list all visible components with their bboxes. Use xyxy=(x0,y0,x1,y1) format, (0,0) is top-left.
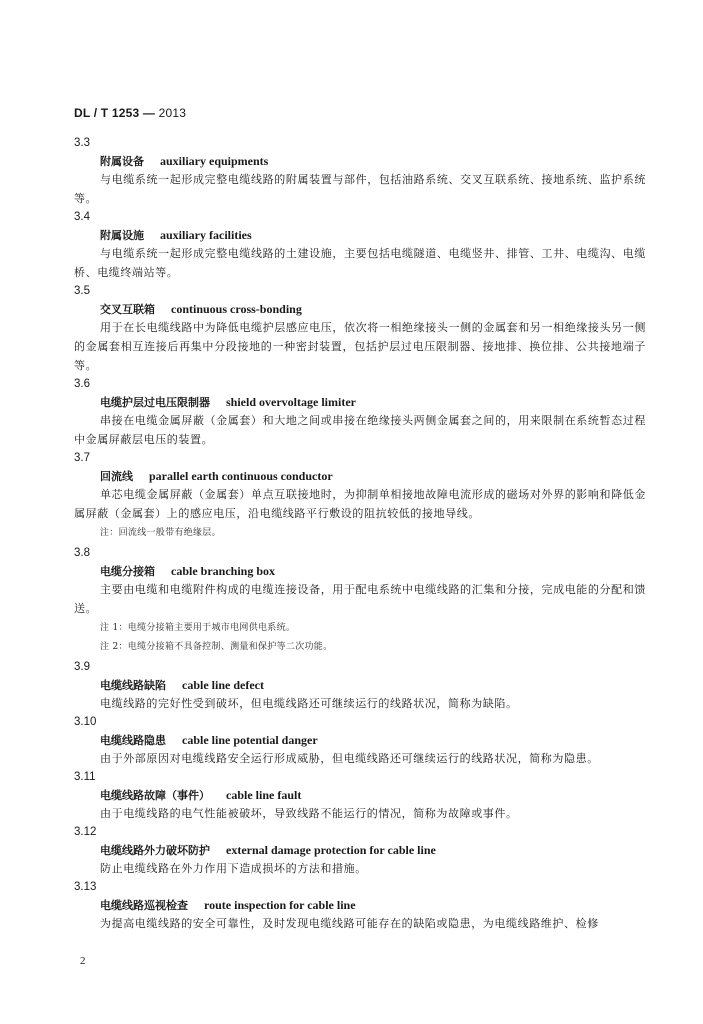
term-english-name: shield overvoltage limiter xyxy=(226,395,356,409)
term-title xyxy=(100,467,646,485)
term-note: 注 2：电缆分接箱不具备控制、测量和保护等二次功能。 xyxy=(100,642,333,652)
term-chinese-name: 回流线 xyxy=(100,470,133,483)
term-entry xyxy=(74,713,646,768)
term-english-name: auxiliary facilities xyxy=(160,228,252,242)
term-number: 3.10 xyxy=(74,716,97,728)
term-title xyxy=(100,896,646,914)
term-number: 3.9 xyxy=(74,661,90,673)
term-chinese-name: 电缆分接箱 xyxy=(100,565,155,578)
term-entry xyxy=(74,768,646,823)
term-number: 3.3 xyxy=(74,137,90,149)
term-title xyxy=(100,300,646,318)
term-english-name: cable branching box xyxy=(171,564,276,578)
term-chinese-name: 电缆线路隐患 xyxy=(100,734,166,747)
standard-code-header xyxy=(74,106,186,120)
term-entry xyxy=(74,375,646,449)
term-definition: 由于电缆线路的电气性能被破坏，导致线路不能运行的情况，简称为故障或事件。 xyxy=(100,807,518,820)
term-title xyxy=(100,393,646,411)
term-chinese-name: 附属设施 xyxy=(100,229,144,242)
standard-code: DL / T 1253 xyxy=(74,106,140,120)
term-english-name: auxiliary equipments xyxy=(160,154,269,168)
term-chinese-name: 电缆线路巡视检查 xyxy=(100,899,188,912)
term-english-name: cable line defect xyxy=(182,678,264,692)
term-definition: 防止电缆线路在外力作用下造成损坏的方法和措施。 xyxy=(100,862,367,875)
term-number: 3.8 xyxy=(74,547,90,559)
term-definition: 主要由电缆和电缆附件构成的电缆连接设备，用于配电系统中电缆线路的汇集和分接，完成电能的分配和馈送。 xyxy=(74,583,646,615)
term-entry xyxy=(74,544,646,655)
term-title xyxy=(100,841,646,859)
term-definition: 串接在电缆金属屏蔽（金属套）和大地之间或串接在绝缘接头两侧金属套之间的，用来限制在系统暂态过程中金属屏蔽层电压的装置。 xyxy=(74,414,646,446)
term-entry xyxy=(74,658,646,713)
page-number: 2 xyxy=(80,955,86,967)
term-title xyxy=(100,731,646,749)
term-entry xyxy=(74,208,646,282)
term-definition: 由于外部原因对电缆线路安全运行形成威胁，但电缆线路还可继续运行的线路状况，简称为隐患。 xyxy=(100,752,599,765)
term-number: 3.5 xyxy=(74,285,90,297)
term-chinese-name: 电缆护层过电压限制器 xyxy=(100,396,210,409)
term-chinese-name: 电缆线路故障（事件） xyxy=(100,789,210,802)
term-english-name: external damage protection for cable line xyxy=(226,843,436,857)
terms-list xyxy=(74,134,646,933)
term-english-name: cable line potential danger xyxy=(182,733,318,747)
term-entry xyxy=(74,823,646,878)
term-chinese-name: 附属设备 xyxy=(100,155,144,168)
term-entry xyxy=(74,878,646,933)
term-title xyxy=(100,676,646,694)
term-note: 注 1：电缆分接箱主要用于城市电网供电系统。 xyxy=(100,623,296,633)
header-separator: — xyxy=(139,106,159,120)
term-chinese-name: 电缆线路缺陷 xyxy=(100,679,166,692)
term-english-name: parallel earth continuous conductor xyxy=(149,469,333,483)
term-definition: 电缆线路的完好性受到破坏，但电缆线路还可继续运行的线路状况，简称为缺陷。 xyxy=(100,697,518,710)
term-definition: 与电缆系统一起形成完整电缆线路的附属装置与部件，包括油路系统、交叉互联系统、接地系统、监护系统等。 xyxy=(74,173,646,205)
term-number: 3.4 xyxy=(74,211,90,223)
term-chinese-name: 交叉互联箱 xyxy=(100,303,155,316)
term-definition: 为提高电缆线路的安全可靠性，及时发现电缆线路可能存在的缺陷或隐患，为电缆线路维护、检修 xyxy=(100,917,599,930)
term-number: 3.11 xyxy=(74,771,96,783)
term-number: 3.13 xyxy=(74,881,97,893)
term-chinese-name: 电缆线路外力破坏防护 xyxy=(100,844,210,857)
term-title xyxy=(100,152,646,170)
term-title xyxy=(100,226,646,244)
standard-year: 2013 xyxy=(158,106,187,120)
term-number: 3.7 xyxy=(74,452,90,464)
term-entry xyxy=(74,282,646,375)
term-definition: 单芯电缆金属屏蔽（金属套）单点互联接地时，为抑制单相接地故障电流形成的磁场对外界的影响和降低金属屏蔽（金属套）上的感应电压，沿电缆线路平行敷设的阻抗较低的接地导线。 xyxy=(74,488,646,520)
term-entry xyxy=(74,449,646,541)
term-english-name: continuous cross-bonding xyxy=(171,302,302,316)
term-english-name: cable line fault xyxy=(226,788,302,802)
term-number: 3.6 xyxy=(74,378,90,390)
term-entry xyxy=(74,134,646,208)
term-title xyxy=(100,786,646,804)
term-definition: 与电缆系统一起形成完整电缆线路的土建设施，主要包括电缆隧道、电缆竖井、排管、工井、电缆沟、电缆桥、电缆终端站等。 xyxy=(74,247,646,279)
term-definition: 用于在长电缆线路中为降低电缆护层感应电压，依次将一相绝缘接头一侧的金属套和另一相绝缘接头另一侧的金属套相互连接后再集中分段接地的一种密封装置，包括护层过电压限制器、接地排、换位排、公共接地端子等。 xyxy=(74,321,646,372)
term-english-name: route inspection for cable line xyxy=(204,898,356,912)
term-title xyxy=(100,562,646,580)
term-number: 3.12 xyxy=(74,826,97,838)
term-note: 注：回流线一般带有绝缘层。 xyxy=(100,528,221,538)
